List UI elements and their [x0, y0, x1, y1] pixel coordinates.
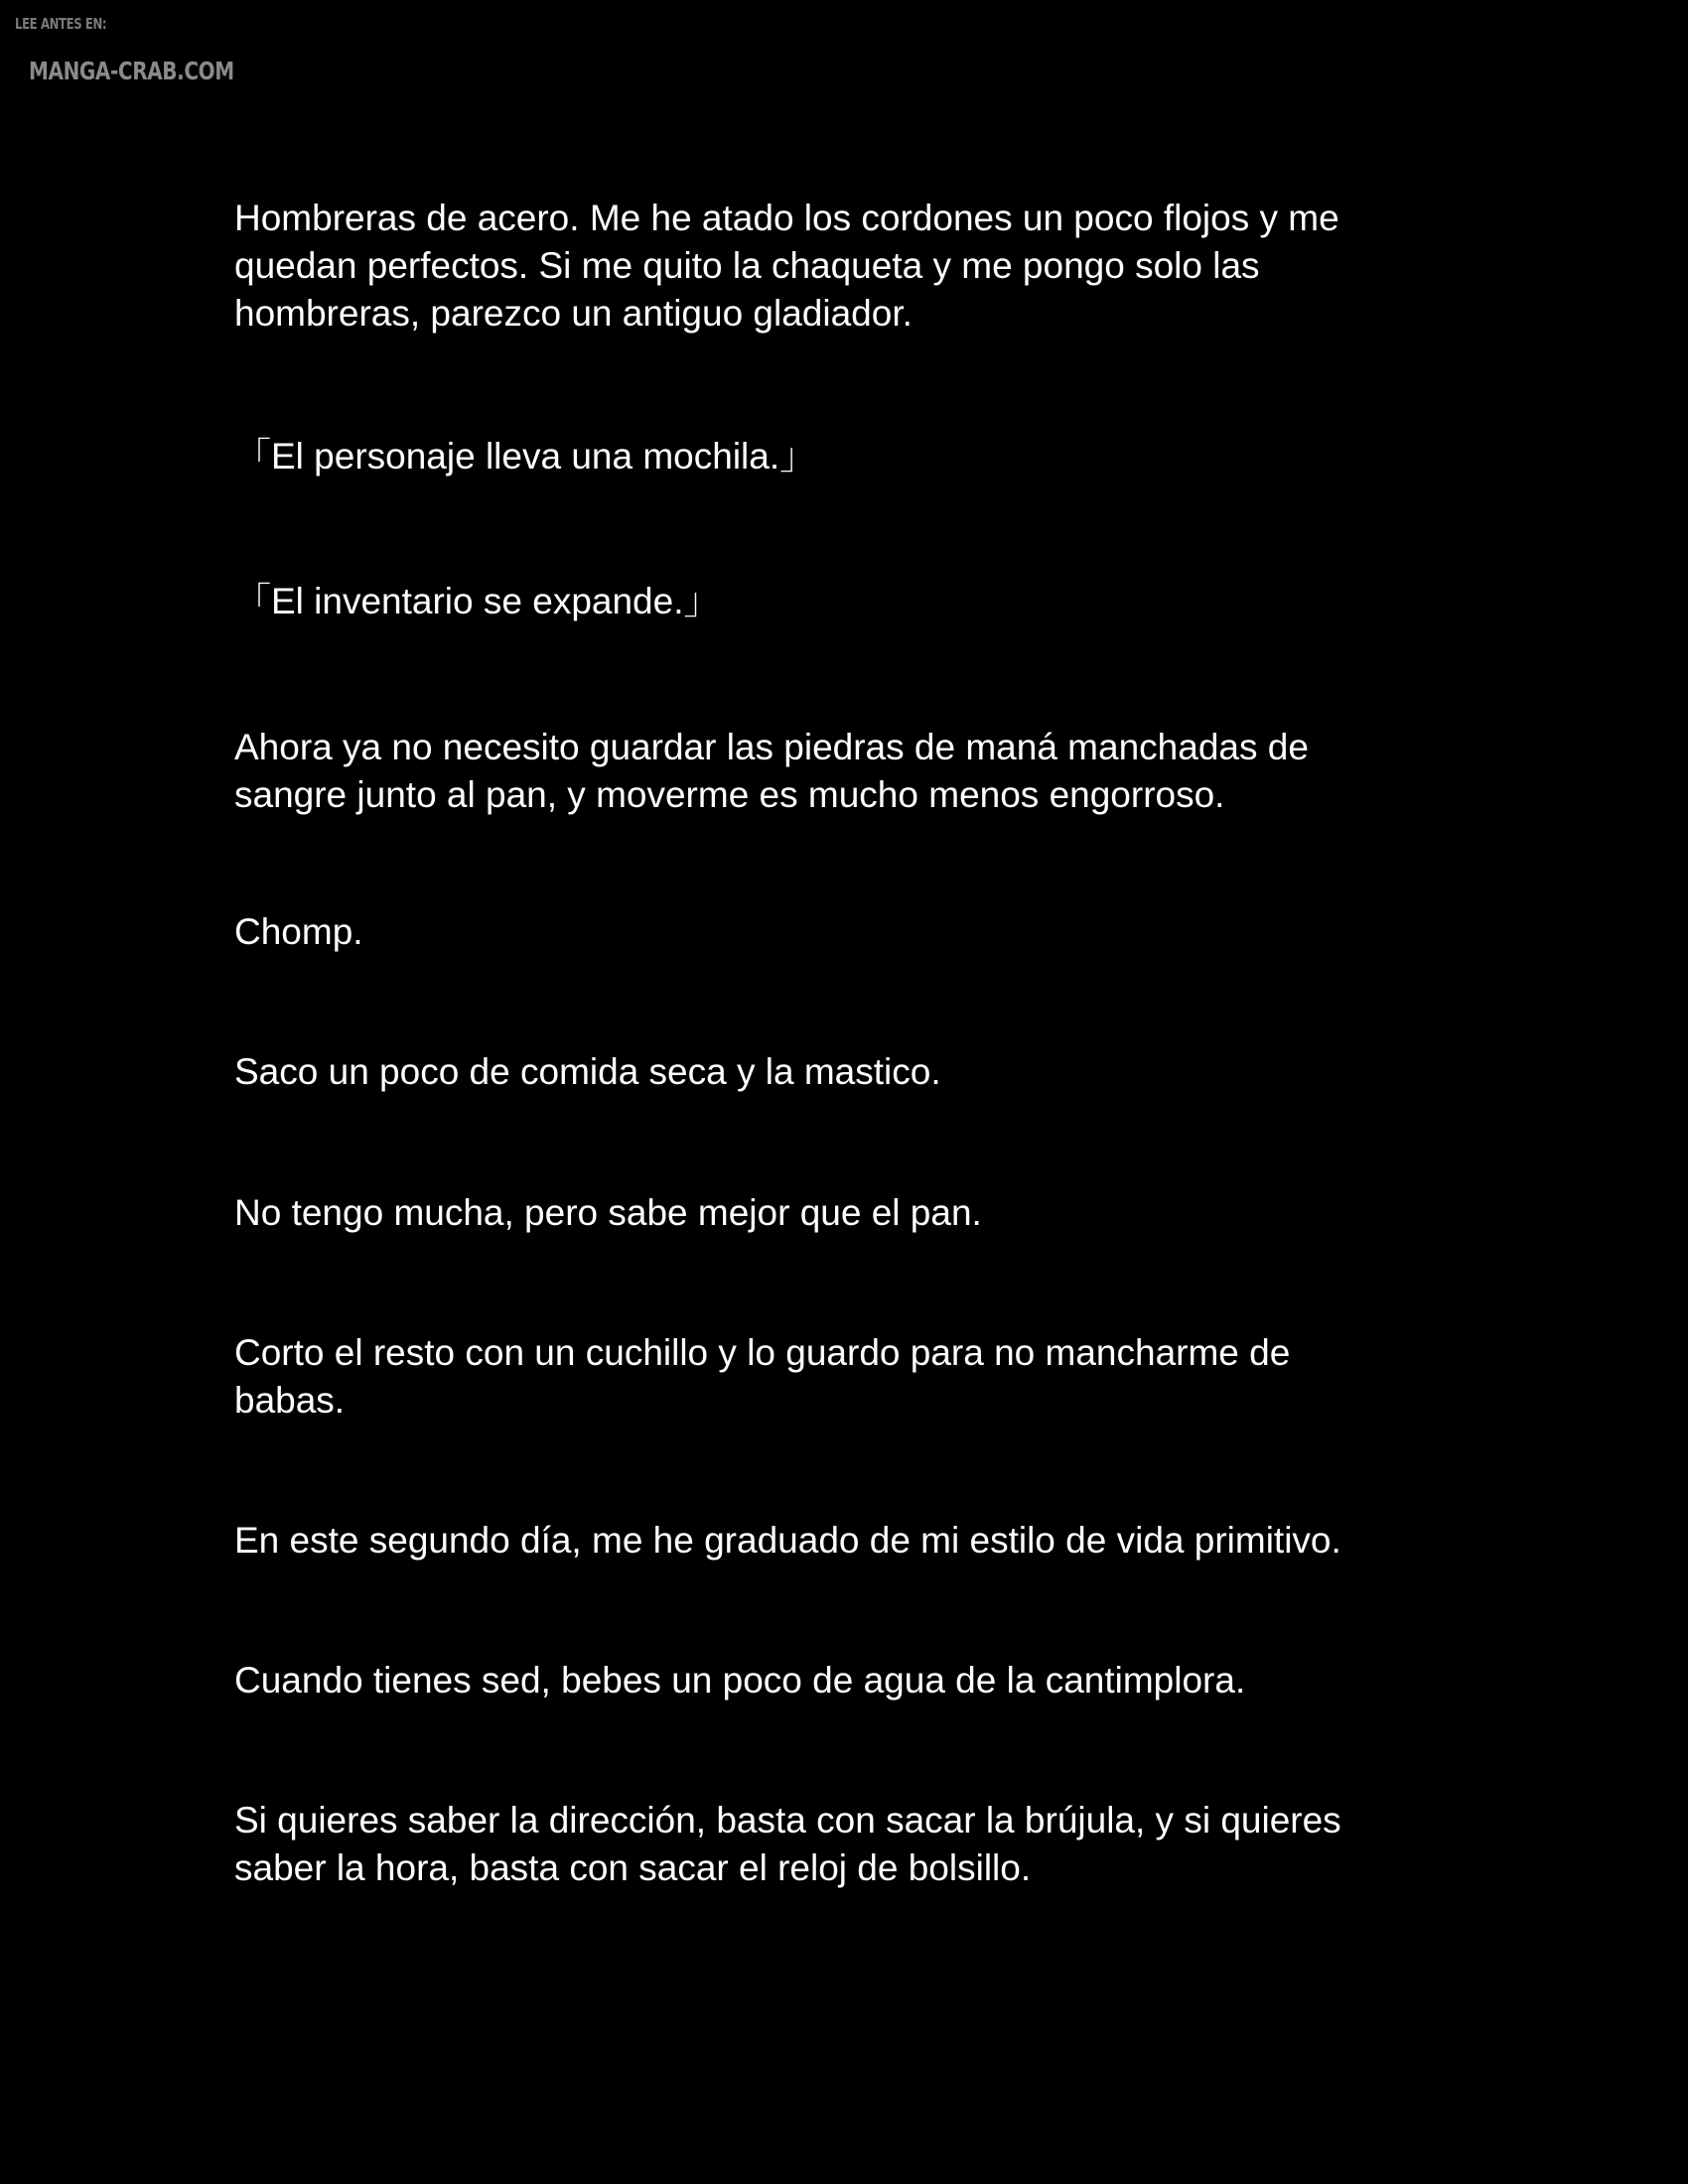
- paragraph: Corto el resto con un cuchillo y lo guardo para no mancharme de babas.: [234, 1332, 1291, 1421]
- paragraph: Hombreras de acero. Me he atado los cordones un poco flojos y me quedan perfectos. Si me quito la chaqueta y me pongo solo las hombreras, parezco un antiguo gladiador.: [234, 198, 1339, 334]
- system-message: 「El inventario se expande.」: [234, 581, 721, 621]
- paragraph: Saco un poco de comida seca y la mastico.: [234, 1051, 941, 1092]
- paragraph: Cuando tienes sed, bebes un poco de agua de la cantimplora.: [234, 1660, 1246, 1701]
- watermark: [0, 0, 298, 99]
- paragraph: En este segundo día, me he graduado de mi estilo de vida primitivo.: [234, 1520, 1341, 1561]
- paragraph: Si quieres saber la dirección, basta con sacar la brújula, y si quieres saber la hora, basta con sacar el reloj de bolsillo.: [234, 1800, 1341, 1888]
- watermark-caption: LEE ANTES EN:: [15, 15, 107, 33]
- system-message: 「El personaje lleva una mochila.」: [234, 436, 817, 477]
- paragraph: No tengo mucha, pero sabe mejor que el pan.: [234, 1192, 982, 1233]
- paragraph: Chomp.: [234, 911, 363, 952]
- watermark-site: MANGA-CRAB.COM: [29, 57, 234, 85]
- paragraph: Ahora ya no necesito guardar las piedras de maná manchadas de sangre junto al pan, y moverme es mucho menos engorroso.: [234, 727, 1309, 815]
